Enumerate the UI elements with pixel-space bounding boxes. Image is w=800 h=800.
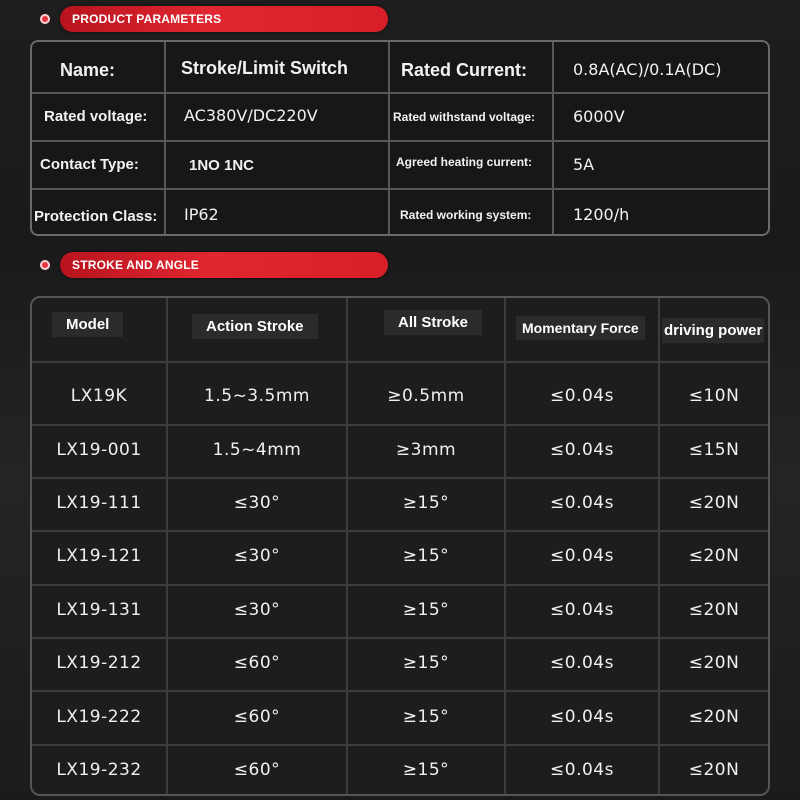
cell-driving-power: ≤10N xyxy=(688,386,740,406)
column-header-momentary-force: Momentary Force xyxy=(516,320,645,336)
param-label: Rated voltage: xyxy=(44,108,148,125)
cell-action-stroke: ≤30° xyxy=(233,600,281,620)
cell-all-stroke: ≥15° xyxy=(402,760,450,780)
section-title: STROKE AND ANGLE xyxy=(72,258,199,272)
param-value: IP62 xyxy=(184,205,219,224)
param-value: 5A xyxy=(573,155,595,174)
divider xyxy=(552,42,554,234)
cell-all-stroke: ≥15° xyxy=(402,493,450,513)
column-header-driving-power: driving power xyxy=(662,322,764,339)
cell-driving-power: ≤20N xyxy=(688,600,740,620)
cell-driving-power: ≤20N xyxy=(688,653,740,673)
cell-driving-power: ≤20N xyxy=(688,493,740,513)
cell-model: LX19K xyxy=(70,386,128,406)
cell-model: LX19-001 xyxy=(56,440,142,460)
param-value: 6000V xyxy=(573,107,625,126)
param-label: Rated working system: xyxy=(400,208,532,222)
section-title: PRODUCT PARAMETERS xyxy=(72,12,222,26)
param-value: Stroke/Limit Switch xyxy=(181,58,349,78)
cell-model: LX19-121 xyxy=(56,546,142,566)
column-header-action-stroke: Action Stroke xyxy=(192,318,318,335)
bullet-icon xyxy=(40,14,50,24)
param-label: Name: xyxy=(60,60,116,80)
param-label: Rated withstand voltage: xyxy=(393,110,536,124)
divider xyxy=(32,584,768,586)
cell-action-stroke: 1.5~3.5mm xyxy=(204,386,310,406)
divider xyxy=(164,42,166,234)
cell-model: LX19-212 xyxy=(56,653,142,673)
product-parameters-table xyxy=(30,40,770,236)
cell-action-stroke: ≤60° xyxy=(233,707,281,727)
param-label: Protection Class: xyxy=(34,208,158,225)
divider xyxy=(32,690,768,692)
cell-momentary-force: ≤0.04s xyxy=(550,546,614,566)
section-pill xyxy=(60,6,388,32)
param-value: AC380V/DC220V xyxy=(184,106,318,125)
param-label: Agreed heating current: xyxy=(396,155,533,169)
cell-action-stroke: ≤30° xyxy=(233,493,281,513)
cell-driving-power: ≤15N xyxy=(688,440,740,460)
cell-model: LX19-232 xyxy=(56,760,142,780)
cell-model: LX19-222 xyxy=(56,707,142,727)
cell-model: LX19-131 xyxy=(56,600,142,620)
stroke-and-angle-table xyxy=(30,296,770,796)
cell-momentary-force: ≤0.04s xyxy=(550,760,614,780)
bullet-icon xyxy=(40,260,50,270)
cell-action-stroke: ≤60° xyxy=(233,653,281,673)
cell-action-stroke: 1.5~4mm xyxy=(212,440,302,460)
divider xyxy=(32,477,768,479)
cell-driving-power: ≤20N xyxy=(688,546,740,566)
divider xyxy=(32,530,768,532)
cell-all-stroke: ≥3mm xyxy=(395,440,457,460)
divider xyxy=(32,188,768,190)
param-label: Contact Type: xyxy=(40,156,139,173)
cell-all-stroke: ≥15° xyxy=(402,600,450,620)
param-value: 1NO 1NC xyxy=(189,157,255,174)
cell-momentary-force: ≤0.04s xyxy=(550,493,614,513)
param-value: 1200/h xyxy=(573,205,630,224)
cell-all-stroke: ≥15° xyxy=(402,707,450,727)
divider xyxy=(32,744,768,746)
section-pill xyxy=(60,252,388,278)
cell-momentary-force: ≤0.04s xyxy=(550,600,614,620)
cell-all-stroke: ≥15° xyxy=(402,653,450,673)
param-value: 0.8A(AC)/0.1A(DC) xyxy=(573,60,722,79)
cell-momentary-force: ≤0.04s xyxy=(550,653,614,673)
cell-all-stroke: ≥0.5mm xyxy=(387,386,465,406)
column-header-model: Model xyxy=(52,316,123,333)
cell-action-stroke: ≤30° xyxy=(233,546,281,566)
cell-action-stroke: ≤60° xyxy=(233,760,281,780)
param-label: Rated Current: xyxy=(401,60,528,80)
divider xyxy=(32,140,768,142)
column-header-all-stroke: All Stroke xyxy=(384,314,482,331)
stroke-and-angle-header xyxy=(36,252,388,278)
cell-model: LX19-111 xyxy=(56,493,142,513)
divider xyxy=(32,92,768,94)
cell-momentary-force: ≤0.04s xyxy=(550,707,614,727)
divider xyxy=(32,424,768,426)
cell-driving-power: ≤20N xyxy=(688,760,740,780)
divider xyxy=(32,361,768,363)
cell-momentary-force: ≤0.04s xyxy=(550,440,614,460)
divider xyxy=(32,637,768,639)
cell-driving-power: ≤20N xyxy=(688,707,740,727)
product-parameters-header xyxy=(36,6,388,32)
cell-all-stroke: ≥15° xyxy=(402,546,450,566)
cell-momentary-force: ≤0.04s xyxy=(550,386,614,406)
divider xyxy=(388,42,390,234)
